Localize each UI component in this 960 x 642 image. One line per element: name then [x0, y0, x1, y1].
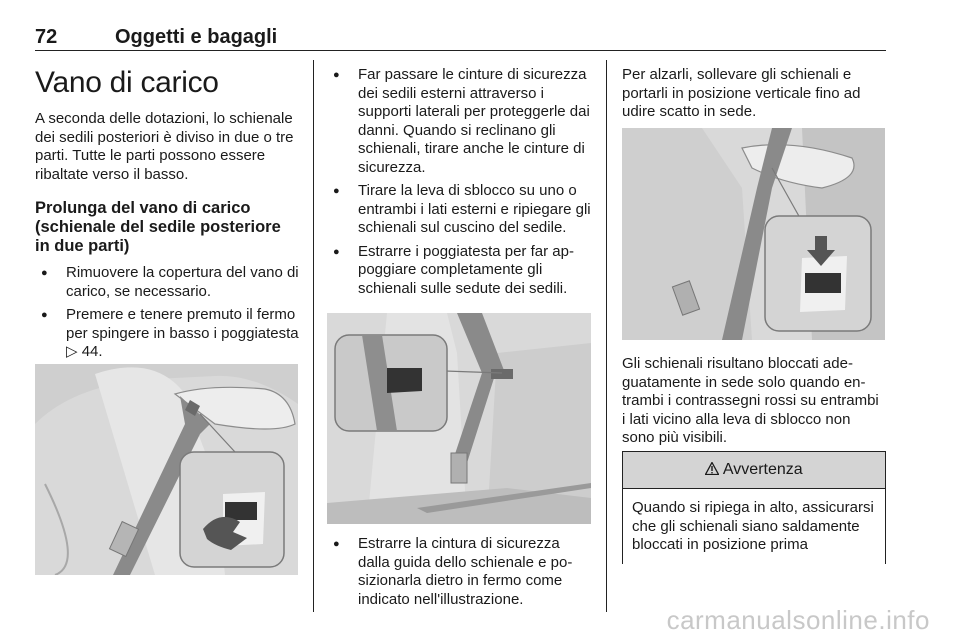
bullet-list — [327, 535, 591, 609]
warning-title: Avvertenza — [722, 461, 803, 478]
raise-backrest-paragraph: Per alzarli, sollevare gli schienali e portarli in posizione verticale fino ad udire scatto in sede. — [622, 66, 861, 120]
list-item: ● Estrarre la cintura di sicurezza dalla guida dello schienale e posizionarla dietro in fermo come indicato nell'illustrazione. — [327, 535, 591, 609]
seat-belt-guide-illustration — [327, 313, 591, 524]
list-item: ● Estrarre i poggiatesta per far appoggiare completamente gli schienali sulle sedute dei sedili. — [327, 243, 591, 299]
column-1 — [35, 60, 299, 367]
warning-triangle-icon — [705, 461, 723, 478]
page-header — [35, 24, 886, 51]
intro-paragraph: A seconda delle dotazioni, lo schienale dei sedili posteriori è diviso in due o tre parti. Tutte le parti possono essere ribaltate verso il basso. — [35, 110, 294, 183]
column-2-bottom — [327, 535, 591, 614]
column-3-middle — [622, 355, 886, 448]
bullet-list — [35, 264, 299, 362]
backrest-latch-illustration — [622, 128, 885, 340]
page-number: 72 — [35, 26, 58, 48]
subsection-title: Prolunga del vano di carico (schienale del sedile posteriore in due parti) — [35, 199, 281, 255]
chapter-title: Oggetti e bagagli — [115, 26, 278, 48]
column-divider — [606, 60, 607, 612]
page-reference-link[interactable]: ▷ 44. — [66, 343, 103, 360]
list-item: ● Rimuovere la copertura del vano di carico, se necessario. — [35, 264, 299, 301]
list-item: ● Far passare le cinture di sicurezza dei sedili esterni attraverso i supporti laterali per proteggerle dai danni. Quando si reclinano gli schienali, tirare anche le cinture di sicurezza. — [327, 66, 591, 177]
section-title: Vano di carico — [35, 66, 219, 99]
list-item: ● Tirare la leva di sblocco su uno o entrambi i lati esterni e ripiegare gli schienali sul cuscino del sedile. — [327, 182, 591, 238]
warning-header — [623, 452, 885, 489]
column-divider — [313, 60, 314, 612]
warning-text: Quando si ripiega in alto, assicurarsi che gli schienali siano saldamente bloccati in posizione prima — [632, 499, 874, 553]
watermark: carmanualsonline.info — [666, 605, 930, 635]
list-item: ● Premere e tenere premuto il fermo per spingere in basso i poggiatesta ▷ 44. — [35, 306, 299, 362]
headrest-latch-illustration — [35, 364, 298, 575]
column-2 — [327, 60, 591, 303]
lock-check-paragraph: Gli schienali risultano bloccati adeguatamente in sede solo quando entrambi i contrassegni rossi su entrambi i lati vicino alla leva di sblocco non sono più visibili. — [622, 355, 879, 446]
bullet-list — [327, 66, 591, 298]
column-3 — [622, 60, 886, 122]
warning-box — [622, 451, 886, 564]
